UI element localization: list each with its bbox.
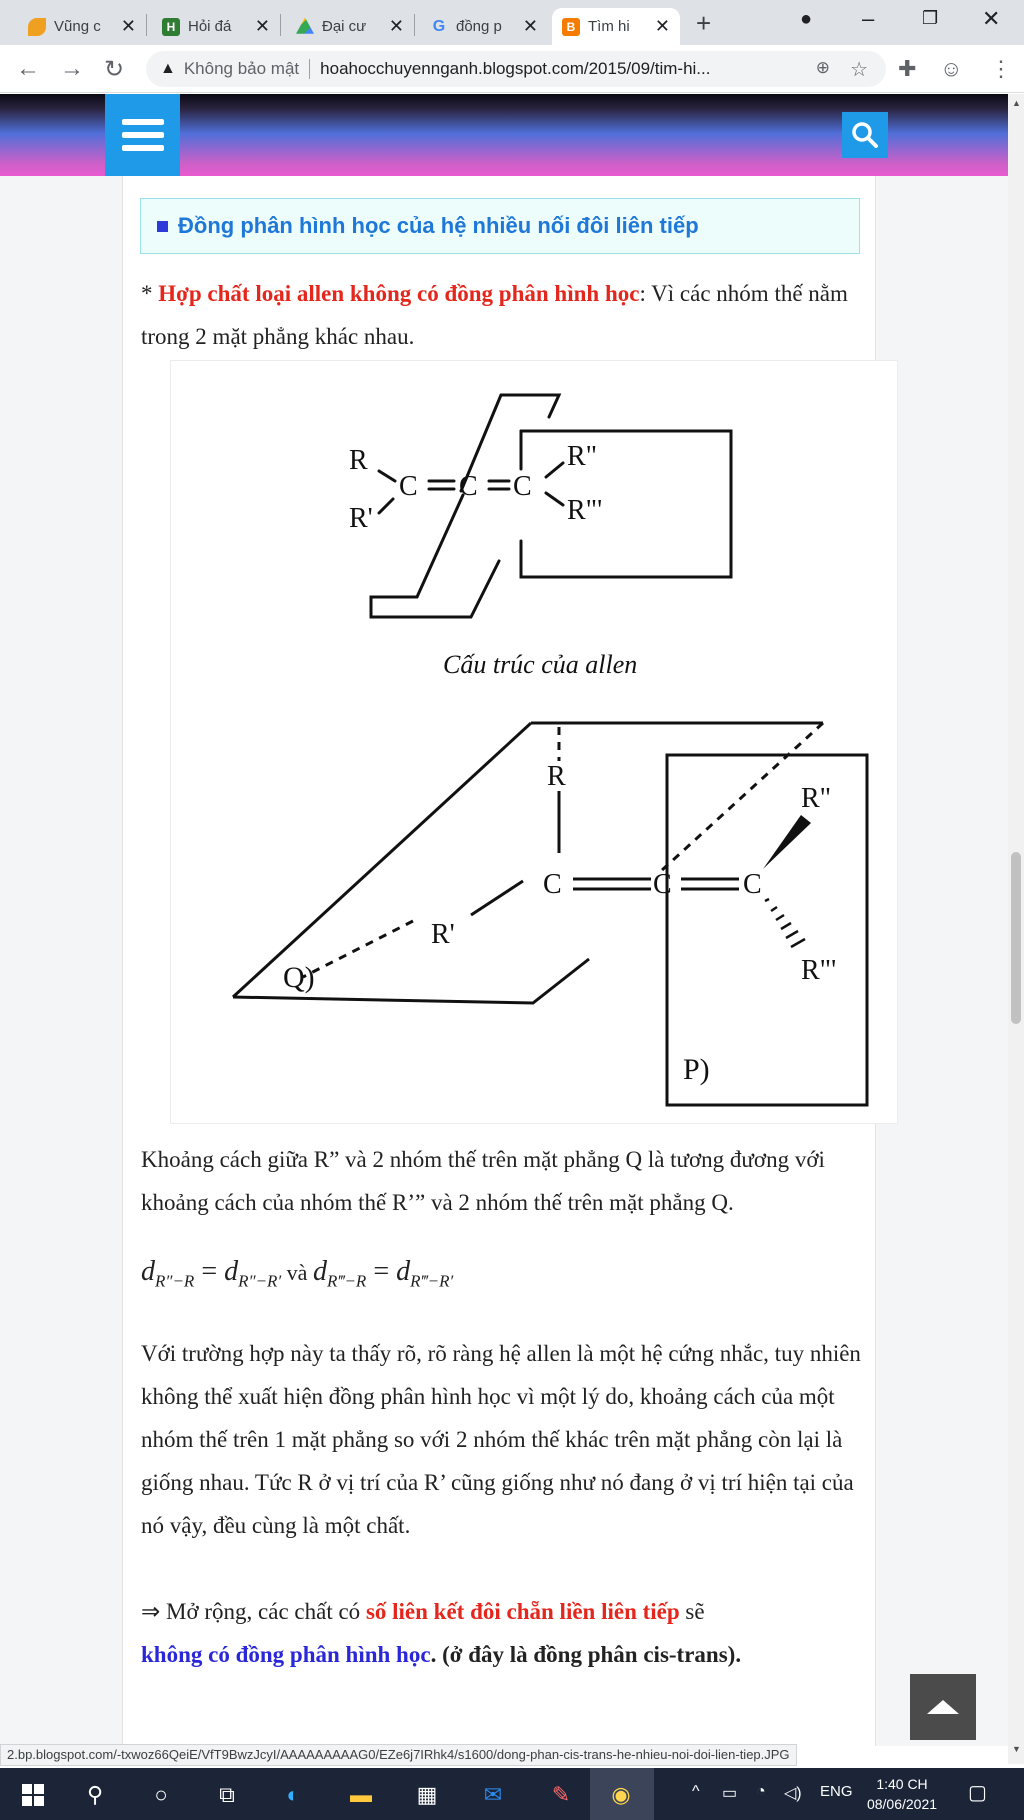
bond — [379, 499, 393, 513]
paint-icon[interactable]: ✎ — [551, 1782, 571, 1807]
minimize-button[interactable]: – — [862, 6, 875, 31]
plane-q-label: Q) — [283, 961, 315, 994]
task-view-icon[interactable]: ⧉ — [219, 1782, 235, 1807]
store-icon[interactable]: ▦ — [416, 1782, 438, 1807]
reload-icon[interactable]: ↻ — [104, 56, 125, 83]
atom-label: C — [399, 471, 418, 502]
scroll-to-top-button[interactable] — [910, 1674, 976, 1740]
search-icon[interactable]: ⚲ — [86, 1782, 104, 1807]
close-icon[interactable]: ✕ — [522, 16, 538, 36]
windows-taskbar — [0, 1768, 1024, 1820]
tab-search-icon[interactable]: ● — [800, 8, 813, 30]
new-tab-button[interactable]: + — [696, 8, 712, 38]
bond — [379, 471, 395, 481]
plane-outline — [501, 395, 559, 417]
blogger-icon: B — [562, 18, 580, 36]
blog-header — [0, 94, 1008, 176]
atom-label: C — [653, 869, 672, 900]
dashed-guide — [661, 723, 823, 871]
wedge-bond — [763, 815, 811, 869]
profile-icon[interactable]: ☺ — [940, 56, 963, 81]
forward-icon[interactable]: → — [60, 55, 84, 82]
clock-date: 08/06/2021 — [866, 1796, 938, 1812]
close-icon[interactable]: ✕ — [654, 16, 670, 36]
tab-strip — [0, 0, 1024, 45]
substituent-label: R' — [349, 503, 373, 534]
scroll-down-arrow[interactable]: ▼ — [1012, 1744, 1021, 1754]
browser-tab-active[interactable] — [552, 8, 680, 45]
close-icon[interactable]: ✕ — [120, 16, 136, 36]
browser-toolbar — [0, 45, 1024, 93]
scrollbar-thumb[interactable] — [1011, 852, 1021, 1024]
notification-icon[interactable]: ▢ — [968, 1782, 987, 1804]
dashed-guide — [303, 921, 413, 977]
back-icon[interactable]: ← — [16, 55, 40, 82]
status-url-bubble: 2.bp.blogspot.com/-txwoz66QeiE/VfT9BwzJcyI/AAAAAAAAAG0/EZe6j7IRhk4/s1600/dong-phan-cis-trans-he-nhieu-noi-doi-lien-tiep.JPG — [0, 1744, 797, 1766]
close-icon[interactable]: ✕ — [254, 16, 270, 36]
substituent-label: R — [547, 761, 566, 792]
paragraph-conclusion: ⇒ Mở rộng, các chất có số liên kết đôi chẵn liền liên tiếp sẽ không có đồng phân hình học. (ở đây là đồng phân cis-trans). — [141, 1599, 742, 1667]
substituent-label: R" — [567, 441, 598, 472]
chrome-icon[interactable]: ◉ — [611, 1782, 631, 1807]
section-heading: Đồng phân hình học của hệ nhiều nối đôi liên tiếp — [140, 198, 860, 254]
browser-tab[interactable] — [420, 8, 548, 45]
atom-label: C — [743, 869, 762, 900]
arrow-up-icon — [927, 1700, 959, 1714]
distance-formula: $d_{R''-R} = d_{R''-R'}$ và $d_{R‴-R} = d_{R‴-R'}$ — [141, 1256, 454, 1291]
edge-icon[interactable]: ◐ — [286, 1782, 300, 1807]
article-body — [122, 176, 876, 1746]
system-clock[interactable] — [866, 1774, 938, 1814]
tab-label: Vũng c — [54, 18, 101, 35]
page-scrollbar[interactable] — [1008, 94, 1024, 1764]
hashed-wedge-bond — [765, 899, 805, 947]
tab-label: Tìm hi — [588, 18, 630, 35]
substituent-label: R — [349, 445, 368, 476]
plane-outline — [371, 561, 499, 617]
clock-time: 1:40 CH — [876, 1776, 928, 1792]
tab-label: đồng p — [456, 18, 502, 35]
bullet-square-icon — [157, 221, 168, 232]
zoom-icon[interactable]: ⊕ — [815, 58, 830, 77]
plane-edge — [417, 495, 463, 597]
bond — [471, 881, 523, 915]
search-icon[interactable] — [842, 112, 888, 158]
substituent-label: R" — [801, 783, 832, 814]
address-bar[interactable] — [146, 51, 886, 87]
scroll-up-arrow[interactable]: ▲ — [1012, 98, 1021, 108]
url-text: hoahocchuyennganh.blogspot.com/2015/09/tim-hi... — [320, 59, 711, 78]
browser-tab[interactable] — [18, 8, 146, 45]
drive-icon — [296, 18, 314, 36]
mail-icon[interactable]: ✉ — [483, 1782, 503, 1807]
cortana-icon[interactable]: ○ — [154, 1782, 168, 1807]
language-indicator[interactable]: ENG — [820, 1783, 853, 1800]
restore-button[interactable]: ❐ — [922, 8, 939, 28]
warning-icon: ▲ — [160, 60, 176, 77]
atom-label: C — [513, 471, 532, 502]
figure-caption: Cấu trúc của allen — [443, 650, 638, 679]
atom-label: C — [543, 869, 562, 900]
hoidap-icon: H — [162, 18, 180, 36]
windows-start-icon[interactable] — [18, 1780, 48, 1810]
extensions-icon[interactable]: ✚ — [898, 56, 917, 81]
browser-tab[interactable] — [152, 8, 280, 45]
bond — [546, 463, 563, 477]
hamburger-menu-button[interactable] — [105, 94, 180, 176]
plane-outline — [521, 431, 731, 577]
substituent-label: R' — [431, 919, 455, 950]
bookmark-star-icon[interactable]: ☆ — [850, 59, 868, 81]
bond — [546, 493, 563, 505]
atom-label: C — [459, 471, 478, 502]
substituent-label: R"' — [567, 495, 603, 526]
plane-q-edge — [233, 723, 531, 997]
close-icon[interactable]: ✕ — [388, 16, 404, 36]
substituent-label: R"' — [801, 955, 837, 986]
security-label: Không bảo mật — [183, 59, 300, 78]
allen-structure-figure[interactable] — [170, 360, 898, 1124]
paragraph-allen: * Hợp chất loại allen không có đồng phân hình học: Vì các nhóm thế nằm trong 2 mặt phẳng khác nhau. — [141, 281, 848, 349]
tray-chevron-icon[interactable]: ^ — [692, 1783, 700, 1800]
plane-p-label: P) — [683, 1053, 710, 1086]
wifi-icon[interactable]: ◔ — [756, 1783, 766, 1800]
tab-label: Hỏi đá — [188, 18, 232, 35]
paragraph-distance: Khoảng cách giữa R” và 2 nhóm thế trên mặt phẳng Q là tương đương với khoảng cách của nhóm thế R’” và 2 nhóm thế trên mặt phẳng Q. — [141, 1147, 825, 1215]
volume-icon[interactable]: ◁) — [784, 1785, 802, 1802]
browser-tab[interactable] — [286, 8, 414, 45]
tab-label: Đại cư — [322, 18, 367, 35]
page-background — [0, 176, 1008, 1746]
file-explorer-icon[interactable]: ▬ — [350, 1782, 372, 1807]
google-icon: G — [432, 17, 446, 35]
kebab-menu-icon[interactable]: ⋮ — [990, 56, 1012, 81]
battery-icon[interactable]: ▭ — [722, 1785, 738, 1802]
window-close-button[interactable]: ✕ — [982, 6, 1001, 31]
leaf-icon — [28, 18, 46, 36]
paragraph-explanation: Với trường hợp này ta thấy rõ, rõ ràng hệ allen là một hệ cứng nhắc, tuy nhiên không thể xuất hiện đồng phân hình học vì một lý do, khoảng cách của một nhóm thế trên 1 mặt phẳng so với 2 nhóm thế khác trên mặt phẳng còn lại là giống nhau. Tức R ở vị trí của R’ cũng giống như nó đang ở vị trí hiện tại của nó vậy, đều cùng là một chất. — [141, 1341, 861, 1538]
